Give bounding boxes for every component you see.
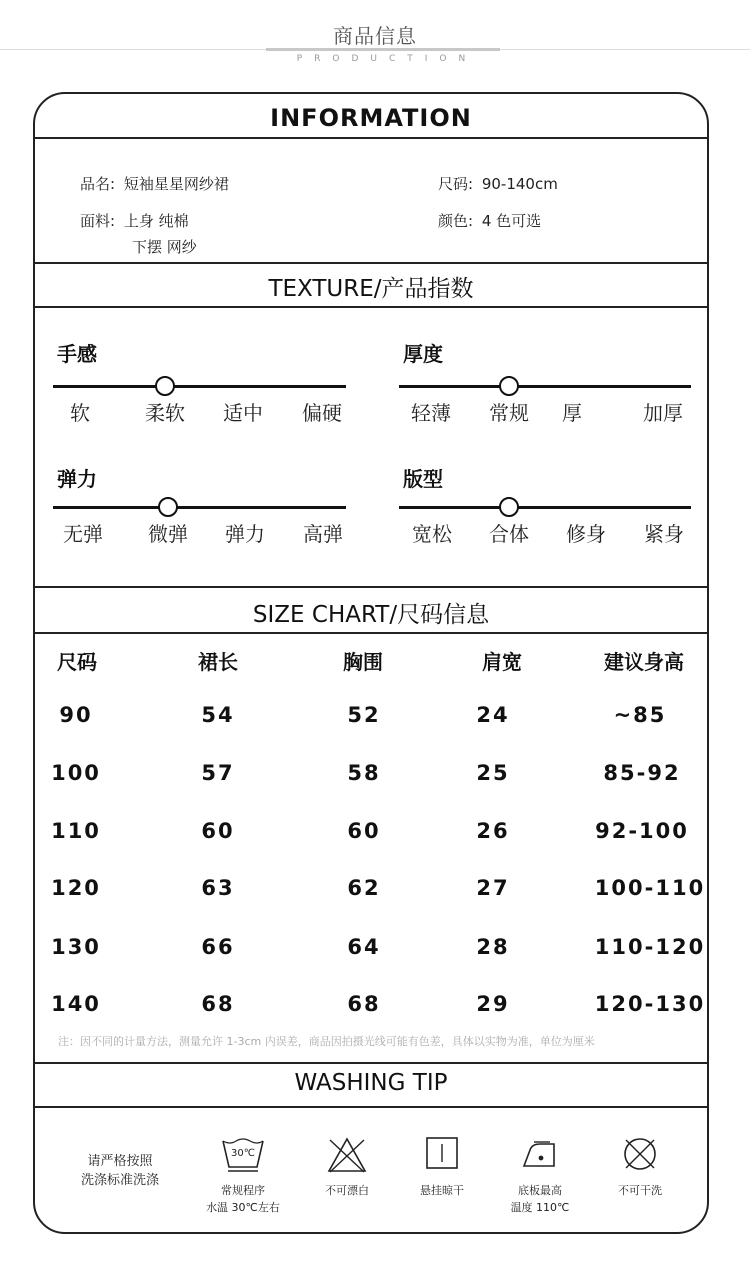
washing-top-divider	[33, 1062, 709, 1064]
product-fabric: 面料: 上身 纯棉	[80, 212, 189, 230]
size-cell: 28	[476, 935, 510, 959]
page-subtitle: PRODUCTION	[296, 54, 478, 64]
washing-instruction-line2: 水温 30℃左右	[206, 1201, 280, 1214]
product-color: 颜色: 4 色可选	[438, 212, 542, 230]
texture-option-label: 宽松	[412, 522, 452, 546]
size-cell: 60	[201, 819, 235, 843]
size-cell: 29	[476, 992, 510, 1016]
texture-attr-label: 厚度	[403, 342, 443, 366]
washing-instruction-line1: 不可干洗	[618, 1184, 662, 1197]
size-cell: 90	[59, 703, 93, 727]
washing-instruction-line1: 常规程序	[221, 1184, 265, 1197]
washing-instruction-line1: 底板最高	[518, 1184, 562, 1197]
size-cell: 25	[476, 761, 510, 785]
size-cell: 120-130	[594, 992, 706, 1016]
information-title: INFORMATION	[270, 104, 472, 132]
size-chart-title: SIZE CHART/尺码信息	[252, 602, 490, 628]
texture-slider-knob	[155, 376, 175, 396]
texture-option-label: 常规	[489, 401, 529, 425]
texture-option-label: 无弹	[63, 522, 103, 546]
header-divider-thin-left	[0, 49, 266, 50]
size-cell: 68	[201, 992, 235, 1016]
size-cell: 26	[476, 819, 510, 843]
washing-divider	[33, 1106, 709, 1108]
size-header-cell: 肩宽	[482, 650, 522, 674]
header-divider-thin	[500, 49, 750, 50]
texture-option-label: 弹力	[225, 522, 265, 546]
sizechart-top-divider	[33, 586, 709, 588]
washing-tip-title: WASHING TIP	[294, 1070, 448, 1096]
texture-slider-track	[53, 385, 346, 388]
size-cell: 110	[51, 819, 101, 843]
product-fabric-line2: 下摆 网纱	[132, 238, 197, 256]
texture-option-label: 厚	[562, 401, 582, 425]
size-cell: 60	[347, 819, 381, 843]
size-cell: 100-110	[594, 876, 706, 900]
texture-slider-track	[399, 506, 691, 509]
texture-option-label: 加厚	[643, 401, 683, 425]
size-note: 注：因不同的计量方法，测量允许 1-3cm 内误差，商品因拍摄光线可能有色差，具体以实物为准，单位为厘米	[58, 1035, 595, 1048]
texture-option-label: 高弹	[303, 522, 343, 546]
texture-slider-knob	[499, 376, 519, 396]
size-cell: 58	[347, 761, 381, 785]
size-cell: 57	[201, 761, 235, 785]
size-cell: 120	[51, 876, 101, 900]
texture-slider-track	[53, 506, 346, 509]
hang-dry-icon	[425, 1136, 459, 1172]
size-header-cell: 裙长	[198, 650, 238, 674]
no-dry-clean-icon	[621, 1135, 659, 1173]
texture-attr-label: 版型	[403, 467, 443, 491]
texture-slider-knob	[158, 497, 178, 517]
header-divider	[266, 48, 500, 51]
washing-instruction-label	[580, 1182, 700, 1199]
size-cell: 110-120	[594, 935, 706, 959]
texture-option-label: 软	[70, 401, 90, 425]
texture-option-label: 轻薄	[411, 401, 451, 425]
texture-option-label: 适中	[223, 401, 263, 425]
size-chart-divider	[33, 632, 709, 634]
size-header-cell: 建议身高	[604, 650, 684, 674]
washing-instruction-label	[183, 1182, 303, 1216]
washing-intro	[60, 1152, 180, 1190]
texture-option-label: 柔软	[145, 401, 185, 425]
size-cell: 24	[476, 703, 510, 727]
texture-option-label: 微弹	[148, 522, 188, 546]
texture-divider	[33, 306, 709, 308]
size-header-cell: 胸围	[343, 650, 383, 674]
size-cell: 27	[476, 876, 510, 900]
texture-attr-label: 弹力	[57, 467, 97, 491]
iron-low-icon	[520, 1138, 560, 1170]
texture-option-label: 合体	[489, 522, 529, 546]
size-cell: 140	[51, 992, 101, 1016]
no-bleach-icon	[326, 1136, 368, 1174]
texture-option-label: 修身	[566, 522, 606, 546]
size-cell: 130	[51, 935, 101, 959]
washing-intro-line2: 洗涤标准洗涤	[80, 1173, 159, 1188]
size-cell: 54	[201, 703, 235, 727]
texture-slider-track	[399, 385, 691, 388]
size-cell: ~85	[613, 703, 667, 727]
texture-title: TEXTURE/产品指数	[268, 276, 474, 302]
size-cell: 68	[347, 992, 381, 1016]
size-cell: 64	[347, 935, 381, 959]
information-divider	[33, 137, 709, 139]
washing-instruction-line1: 悬挂晾干	[420, 1184, 464, 1197]
texture-option-label: 偏硬	[302, 401, 342, 425]
washing-instruction-line1: 不可漂白	[325, 1184, 369, 1197]
washing-instruction-line2: 温度 110℃	[510, 1201, 570, 1214]
size-cell: 63	[201, 876, 235, 900]
size-cell: 100	[51, 761, 101, 785]
size-cell: 62	[347, 876, 381, 900]
washing-intro-line1: 请严格按照	[87, 1154, 153, 1169]
texture-slider-knob	[499, 497, 519, 517]
product-size-range: 尺码: 90-140cm	[438, 175, 558, 193]
size-cell: 85-92	[603, 761, 681, 785]
texture-top-divider	[33, 262, 709, 264]
size-header-cell: 尺码	[57, 650, 97, 674]
size-cell: 92-100	[595, 819, 689, 843]
texture-option-label: 紧身	[644, 522, 684, 546]
texture-attr-label: 手感	[57, 342, 97, 366]
wash-temp-label: 30℃	[231, 1148, 255, 1159]
wash-30-icon	[220, 1137, 266, 1175]
page-title: 商品信息	[333, 24, 417, 48]
size-cell: 66	[201, 935, 235, 959]
size-cell: 52	[347, 703, 381, 727]
product-name: 品名: 短袖星星网纱裙	[80, 175, 229, 193]
